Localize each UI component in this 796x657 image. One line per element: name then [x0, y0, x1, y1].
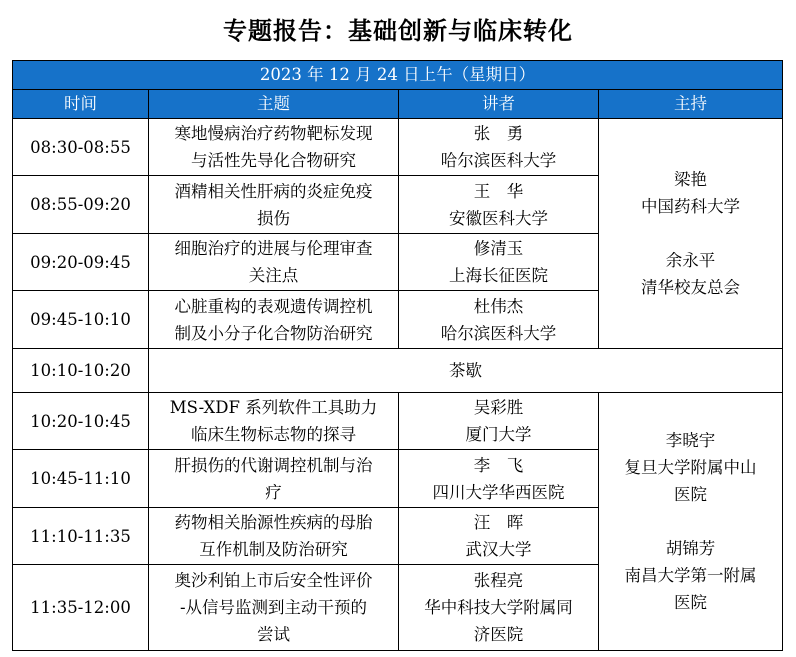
talk-time: 09:20-09:45 — [13, 234, 149, 291]
talk-time: 08:30-08:55 — [13, 119, 149, 176]
host-affiliation: 医院 — [674, 485, 708, 504]
talk-topic: 酒精相关性肝病的炎症免疫 损伤 — [149, 176, 399, 234]
host-name: 余永平 — [665, 251, 716, 270]
talk-speaker: 汪 晖 武汉大学 — [399, 508, 599, 565]
talk-speaker: 李 飞 四川大学华西医院 — [399, 450, 599, 508]
page-title: 专题报告：基础创新与临床转化 — [223, 17, 573, 45]
session-hosts — [599, 393, 783, 651]
header-row — [13, 90, 783, 119]
talk-topic: 寒地慢病治疗药物靶标发现 与活性先导化合物研究 — [149, 119, 399, 176]
talk-topic: 奥沙利铂上市后安全性评价 -从信号监测到主动干预的 尝试 — [149, 565, 399, 651]
host-name: 胡锦芳 — [665, 539, 716, 558]
talk-time: 09:45-10:10 — [13, 291, 149, 349]
talk-time: 10:20-10:45 — [13, 393, 149, 450]
host-name: 梁艳 — [674, 170, 708, 189]
break-row — [13, 349, 783, 393]
header-speaker: 讲者 — [399, 90, 599, 119]
talk-time: 08:55-09:20 — [13, 176, 149, 234]
host-affiliation: 清华校友总会 — [641, 278, 741, 297]
session-hosts — [599, 119, 783, 349]
break-time: 10:10-10:20 — [13, 349, 149, 393]
talk-topic: 心脏重构的表观遗传调控机 制及小分子化合物防治研究 — [149, 291, 399, 349]
talk-time: 10:45-11:10 — [13, 450, 149, 508]
talk-speaker: 张 勇 哈尔滨医科大学 — [399, 119, 599, 176]
talk-time: 11:10-11:35 — [13, 508, 149, 565]
talk-topic: 细胞治疗的进展与伦理审查 关注点 — [149, 234, 399, 291]
talk-topic: MS-XDF 系列软件工具助力 临床生物标志物的探寻 — [149, 393, 399, 450]
talk-time: 11:35-12:00 — [13, 565, 149, 651]
header-host: 主持 — [599, 90, 783, 119]
talk-speaker: 吴彩胜 厦门大学 — [399, 393, 599, 450]
header-topic: 主题 — [149, 90, 399, 119]
date-banner: 2023 年 12 月 24 日上午（星期日） — [13, 61, 783, 90]
talk-speaker: 王 华 安徽医科大学 — [399, 176, 599, 234]
header-time: 时间 — [13, 90, 149, 119]
table-row — [13, 119, 783, 176]
schedule-table — [12, 60, 783, 651]
date-banner-row — [13, 61, 783, 90]
talk-speaker: 修清玉 上海长征医院 — [399, 234, 599, 291]
host-affiliation: 复旦大学附属中山 — [624, 458, 757, 477]
talk-topic: 药物相关胎源性疾病的母胎 互作机制及防治研究 — [149, 508, 399, 565]
table-row — [13, 393, 783, 450]
host-name: 李晓宇 — [665, 431, 716, 450]
host-affiliation: 中国药科大学 — [641, 197, 741, 216]
talk-speaker: 杜伟杰 哈尔滨医科大学 — [399, 291, 599, 349]
break-label: 茶歇 — [149, 349, 783, 393]
talk-topic: 肝损伤的代谢调控机制与治 疗 — [149, 450, 399, 508]
host-affiliation: 南昌大学第一附属 — [624, 566, 757, 585]
talk-speaker: 张程亮 华中科技大学附属同 济医院 — [399, 565, 599, 651]
host-affiliation: 医院 — [674, 593, 708, 612]
